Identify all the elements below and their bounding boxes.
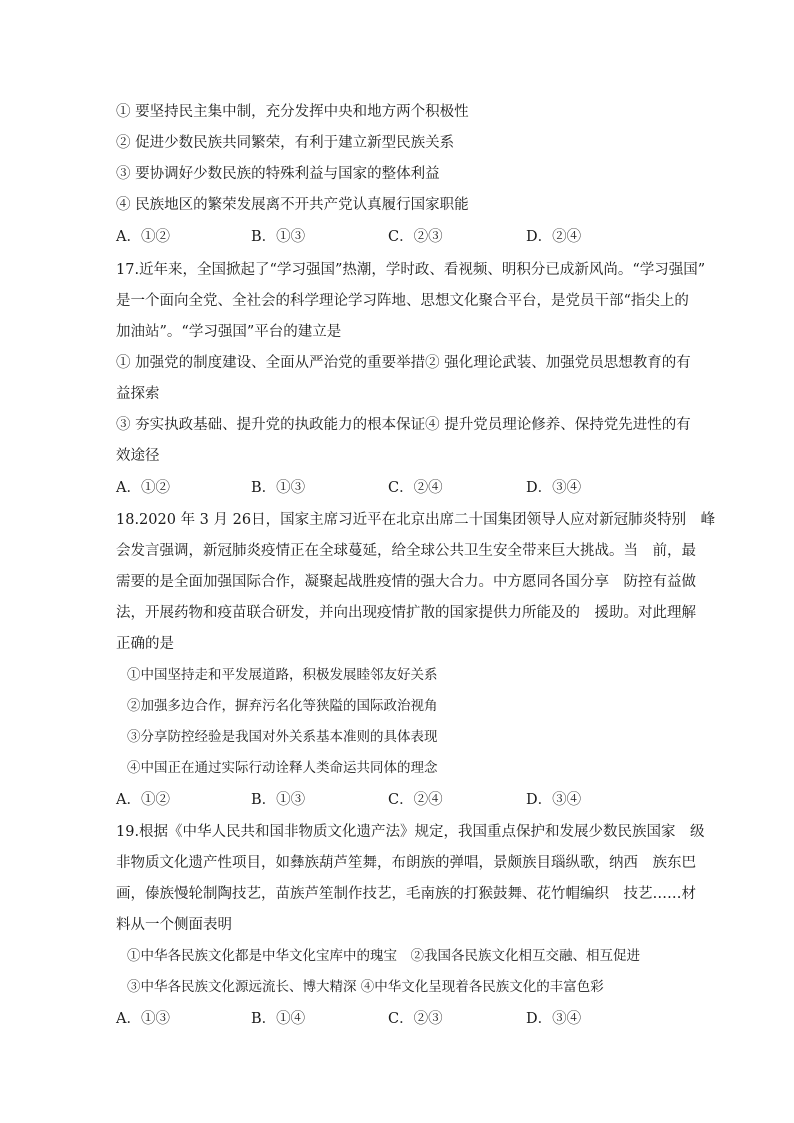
q17-option-d: D．③④: [526, 480, 582, 496]
q18-option-d: D．③④: [526, 792, 582, 808]
q18-item-4: ④中国正在通过实际行动诠释人类命运共同体的理念: [127, 760, 438, 776]
q16-option-d: D．②④: [526, 229, 582, 245]
q19-item-row-2: ③中华各民族文化源远流长、博大精深 ④中华文化呈现着各民族文化的丰富色彩: [127, 979, 604, 995]
q19-option-a: A．①③: [116, 1011, 170, 1027]
q19-stem-line-3: 画，傣族慢轮制陶技艺，苗族芦笙制作技艺，毛南族的打猴鼓舞、花竹帽编织 技艺……材: [116, 886, 696, 902]
q17-option-a: A．①②: [116, 480, 170, 496]
q19-option-b: B．①④: [251, 1011, 306, 1027]
q16-option-b: B．①③: [251, 229, 306, 245]
q18-stem-line-3: 需要的是全面加强国际合作，凝聚起战胜疫情的强大合力。中方愿同各国分享 防控有益做: [116, 574, 696, 590]
q16-item-3: ③ 要协调好少数民族的特殊利益与国家的整体利益: [116, 166, 440, 182]
q17-item-3: ③ 夯实执政基础、提升党的执政能力的根本保证④ 提升党员理论修养、保持党先进性的有: [116, 417, 691, 433]
q18-item-1: ①中国坚持走和平发展道路，积极发展睦邻友好关系: [127, 667, 438, 683]
q17-option-b: B．①③: [251, 480, 306, 496]
q16-option-c: C．②③: [388, 229, 443, 245]
q18-option-a: A．①②: [116, 792, 170, 808]
q18-item-2: ②加强多边合作，摒弃污名化等狭隘的国际政治视角: [127, 698, 438, 714]
q17-option-c: C．②④: [388, 480, 443, 496]
q19-stem-line-4: 料从一个侧面表明: [116, 917, 232, 933]
q17-stem-line-3: 加油站”。“学习强国”平台的建立是: [116, 324, 342, 340]
q17-stem-line-1: 17.近年来，全国掀起了“学习强国”热潮，学时政、看视频、明积分已成新风尚。“学习强国”: [116, 262, 706, 278]
q17-stem-line-2: 是一个面向全党、全社会的科学理论学习阵地、思想文化聚合平台，是党员干部“指尖上的: [116, 293, 689, 309]
q19-stem-line-1: 19.根据《中华人民共和国非物质文化遗产法》规定，我国重点保护和发展少数民族国家 级: [116, 824, 705, 840]
q16-item-1: ① 要坚持民主集中制，充分发挥中央和地方两个积极性: [116, 104, 469, 120]
q18-item-3: ③分享防控经验是我国对外关系基本准则的具体表现: [127, 729, 438, 745]
q19-option-d: D．③④: [526, 1011, 582, 1027]
q17-item-3-cont: 效途径: [116, 448, 160, 464]
q19-option-c: C．②③: [388, 1011, 443, 1027]
q17-options: [116, 478, 636, 498]
q18-options: [116, 790, 636, 810]
q17-item-1-cont: 益探索: [116, 386, 160, 402]
q19-stem-line-2: 非物质文化遗产性项目，如彝族葫芦笙舞，布朗族的弹唱，景颇族目瑙纵歌，纳西 族东巴: [116, 855, 696, 871]
q18-stem-line-4: 法，开展药物和疫苗联合研发，并向出现疫情扩散的国家提供力所能及的 援助。对此理解: [116, 605, 696, 621]
q18-option-b: B．①③: [251, 792, 306, 808]
q17-item-1: ① 加强党的制度建设、全面从严治党的重要举措② 强化理论武装、加强党员思想教育的有: [116, 355, 691, 371]
q19-options: [116, 1009, 636, 1029]
q16-item-4: ④ 民族地区的繁荣发展离不开共产党认真履行国家职能: [116, 197, 469, 213]
q18-stem-line-1: 18.2020 年 3 月 26日，国家主席习近平在北京出席二十国集团领导人应对新冠肺炎特别 峰: [116, 512, 716, 528]
q19-item-row-1: ①中华各民族文化都是中华文化宝库中的瑰宝 ②我国各民族文化相互交融、相互促进: [127, 948, 640, 964]
q16-option-a: A．①②: [116, 229, 170, 245]
q16-options: [116, 227, 636, 247]
q16-item-2: ② 促进少数民族共同繁荣，有利于建立新型民族关系: [116, 135, 455, 151]
q18-option-c: C．②④: [388, 792, 443, 808]
q18-stem-line-5: 正确的是: [116, 636, 174, 652]
q18-stem-line-2: 会发言强调，新冠肺炎疫情正在全球蔓延，给全球公共卫生安全带来巨大挑战。当 前，最: [116, 543, 696, 559]
